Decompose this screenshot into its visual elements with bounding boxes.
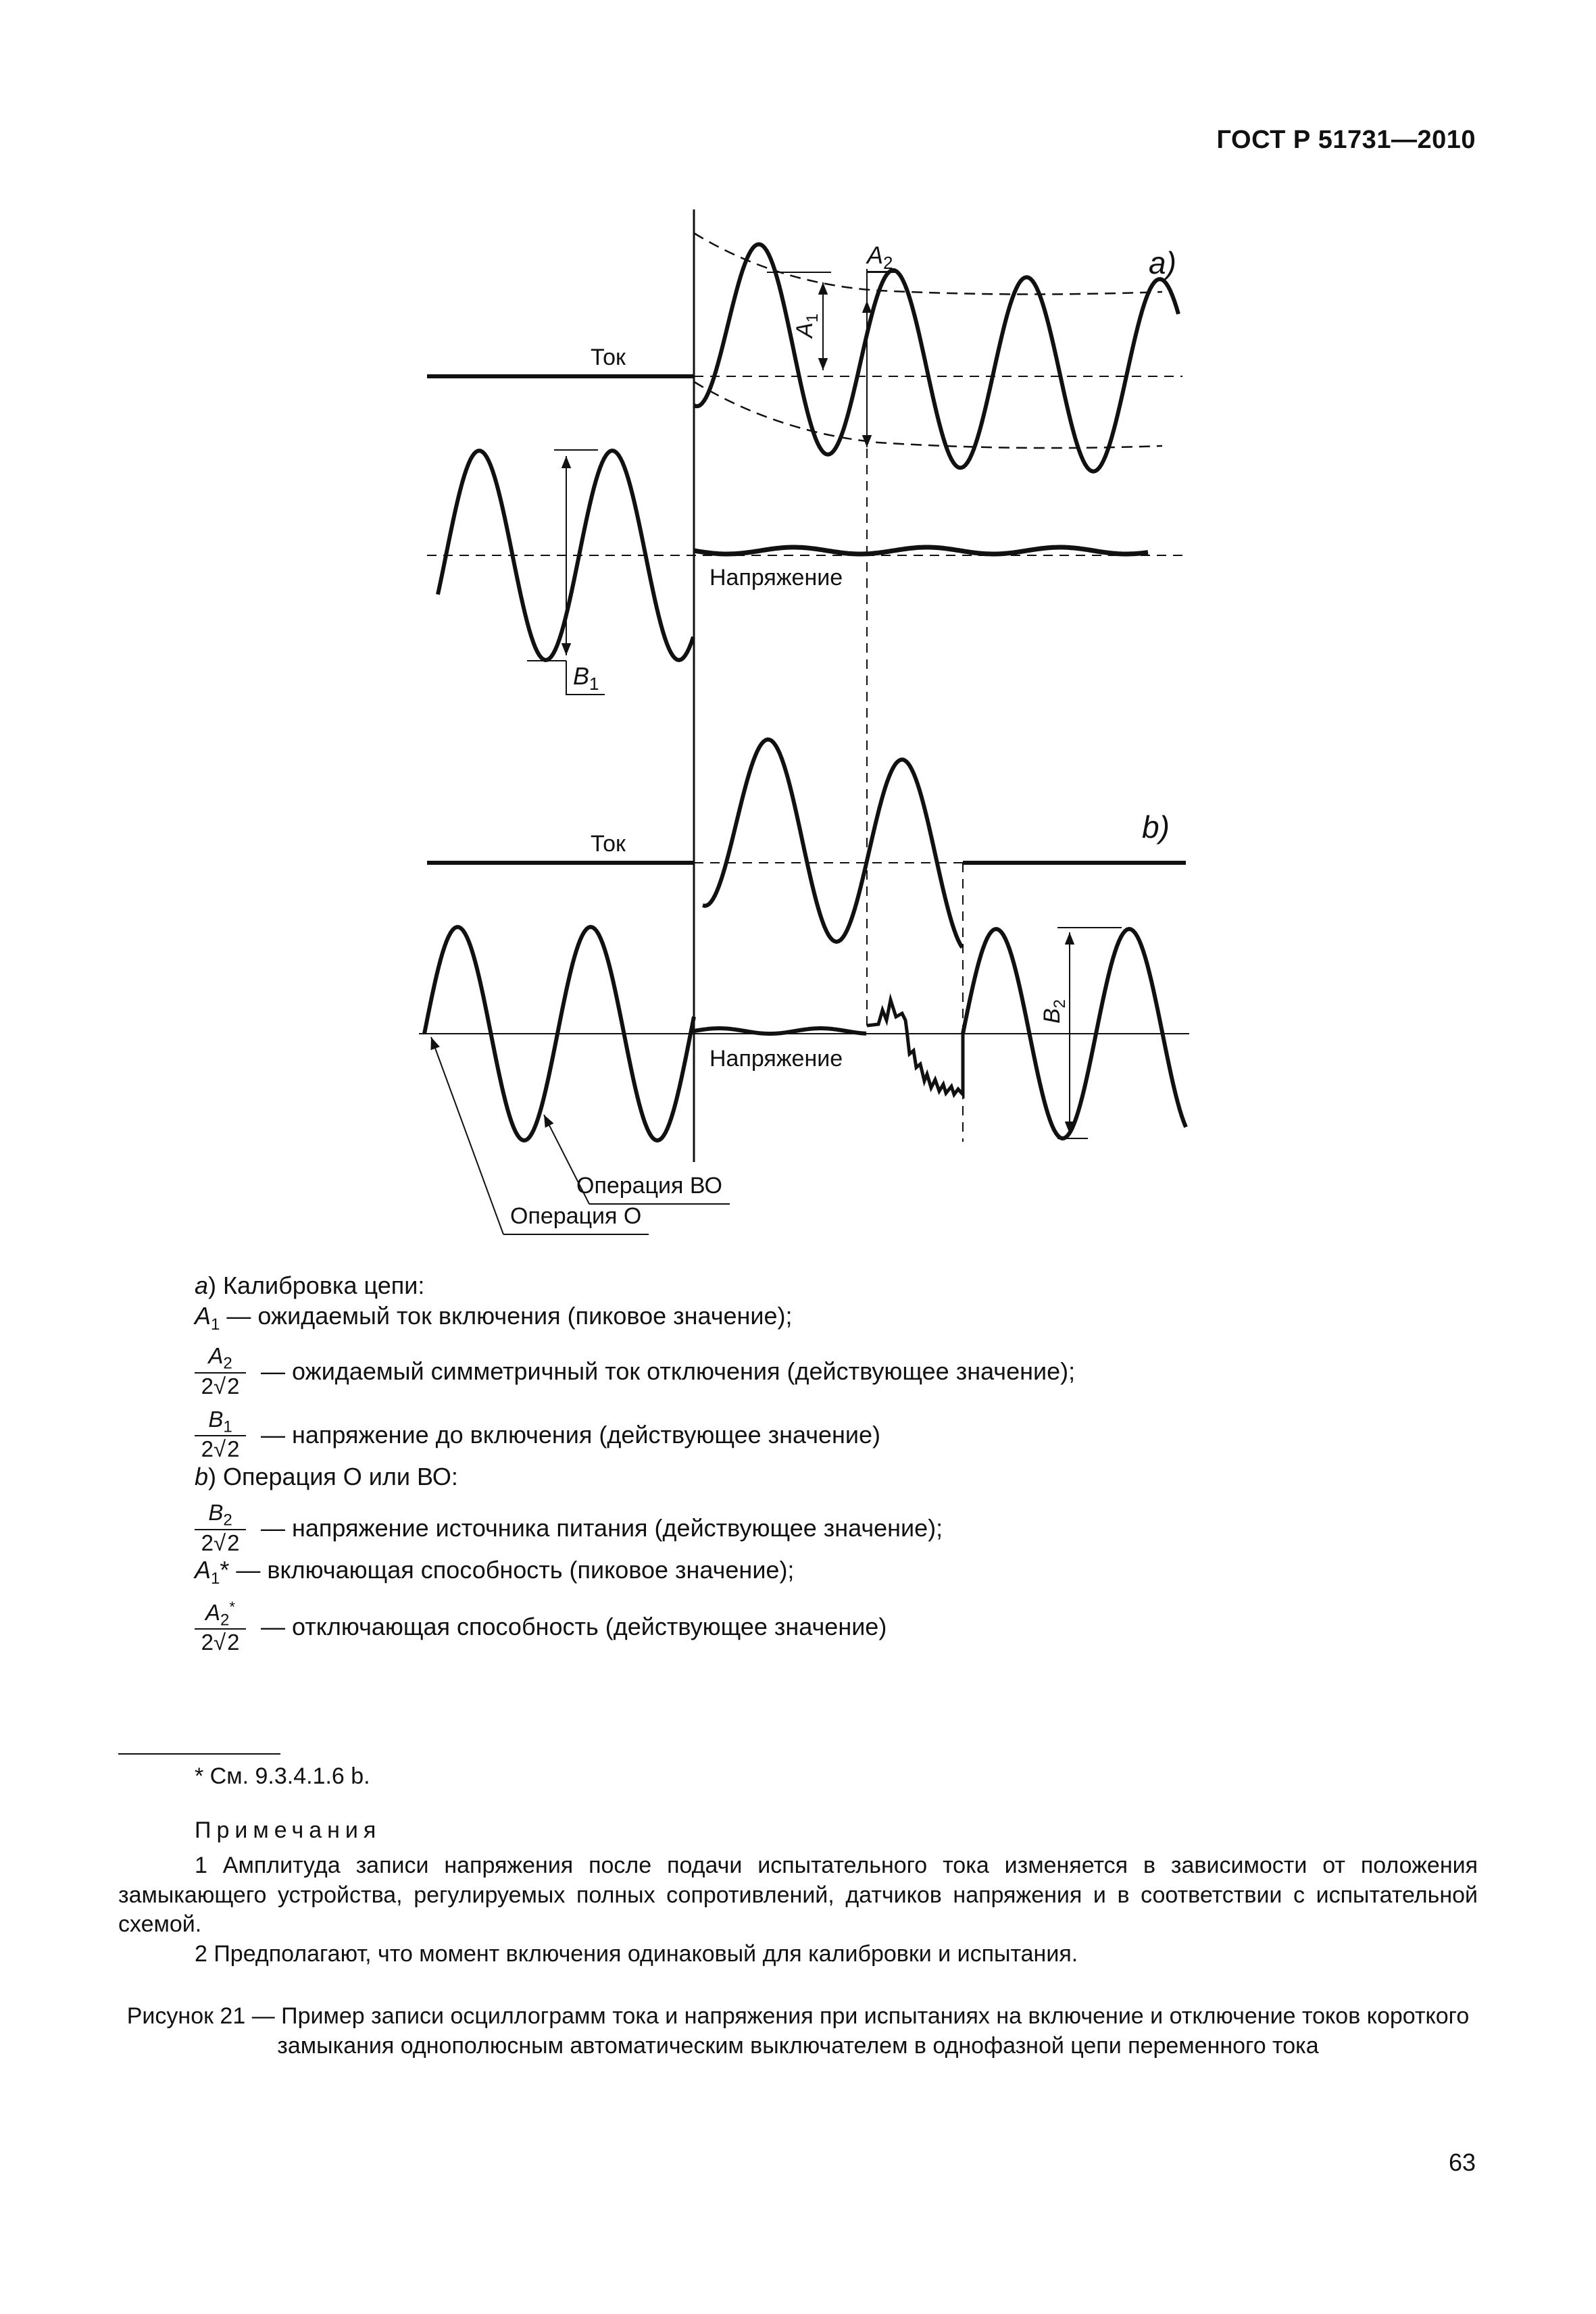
- a2-label: $A_2$: [867, 241, 893, 273]
- legend-a-title-text: ) Калибровка цепи:: [208, 1272, 425, 1299]
- b-arc-voltage: [867, 1000, 963, 1095]
- legend-b2-row: [195, 1501, 1445, 1555]
- legend-b2-text: — напряжение источника питания (действующее значение);: [261, 1514, 943, 1542]
- b1-label: $B_1$: [573, 662, 599, 694]
- legend-a1-star-symbol: A: [195, 1556, 211, 1584]
- a-voltage-label: Напряжение: [709, 565, 843, 590]
- a-current-wave: [694, 245, 1178, 472]
- notes-heading: Примечания: [195, 1817, 382, 1843]
- legend-a1-row: [195, 1301, 1445, 1335]
- b-current-wave: [703, 740, 962, 948]
- b-current-label: Ток: [591, 831, 626, 857]
- legend-b-prefix: b: [195, 1463, 209, 1491]
- op-bo-label: Операция ВО: [576, 1173, 722, 1199]
- legend-b-title-text: ) Операция О или ВО:: [208, 1463, 458, 1491]
- b2-label: $B_2$: [1039, 999, 1069, 1024]
- figure-caption: Рисунок 21 — Пример записи осциллограмм тока и напряжения при испытаниях на включение и отключение токов короткого замыкания однополюсным автоматическим выключателем в однофазной цепи переменного тока: [126, 2003, 1470, 2059]
- legend-a1-star-sub: 1: [211, 1569, 220, 1588]
- legend-a2-star-fraction: $\frac{A_2^*}{2√2}$: [195, 1599, 246, 1655]
- legend-a2-fraction: $\frac{A_2}{2√2}$: [195, 1344, 246, 1398]
- legend-b1-row: [195, 1408, 1445, 1461]
- a1-label: $A_1$: [792, 313, 822, 338]
- legend-a2-star-row: [195, 1599, 1445, 1655]
- legend-a1-symbol: A: [195, 1302, 211, 1330]
- a-envelope-lower: [694, 382, 1162, 448]
- legend-a1-star-text: * — включающая способность (пиковое значение);: [220, 1556, 795, 1584]
- op-o-label: Операция О: [510, 1203, 642, 1229]
- b-voltage-label: Напряжение: [709, 1046, 843, 1072]
- standard-code: ГОСТ Р 51731—2010: [1216, 126, 1476, 154]
- page-number: 63: [1448, 2148, 1476, 2176]
- legend-b-title: [195, 1461, 1445, 1492]
- legend-a-prefix: a: [195, 1272, 209, 1299]
- legend-a-title: [195, 1270, 1445, 1301]
- panel-a-label: a): [1149, 245, 1176, 280]
- legend-a2-star-text: — отключающая способность (действующее значение): [261, 1613, 887, 1641]
- a-voltage-post-closing: [694, 547, 1148, 554]
- legend-a1-star-row: [195, 1555, 1445, 1589]
- legend-b1-fraction: $\frac{B_1}{2√2}$: [195, 1408, 246, 1461]
- legend-a2-text: — ожидаемый симметричный ток отключения (действующее значение);: [261, 1357, 1076, 1386]
- legend-b1-text: — напряжение до включения (действующее значение): [261, 1420, 881, 1449]
- legend-b2-fraction: $\frac{B_2}{2√2}$: [195, 1501, 246, 1555]
- footnote-divider: [118, 1753, 280, 1755]
- b-voltage-during-current: [694, 1028, 866, 1034]
- a-current-label: Ток: [591, 345, 626, 370]
- footnote: * См. 9.3.4.1.6 b.: [195, 1763, 370, 1789]
- op-o-leader: [431, 1037, 503, 1234]
- panel-b-label: b): [1142, 809, 1170, 845]
- figure-legend: [195, 1270, 1445, 1655]
- legend-a1-sub: 1: [211, 1315, 220, 1334]
- notes-block: [118, 1851, 1478, 1969]
- legend-a2-row: [195, 1344, 1445, 1398]
- a-envelope-upper: [694, 233, 1162, 295]
- legend-a1-text: — ожидаемый ток включения (пиковое значение);: [220, 1302, 793, 1330]
- note-1: 1 Амплитуда записи напряжения после подачи испытательного тока изменяется в зависимости от положения замыкающего устройства, регулируемых полных сопротивлений, датчиков напряжения и в соответствии с испытательной схемой.: [118, 1853, 1478, 1938]
- note-2: 2 Предполагают, что момент включения одинаковый для калибровки и испытания.: [195, 1940, 1078, 1967]
